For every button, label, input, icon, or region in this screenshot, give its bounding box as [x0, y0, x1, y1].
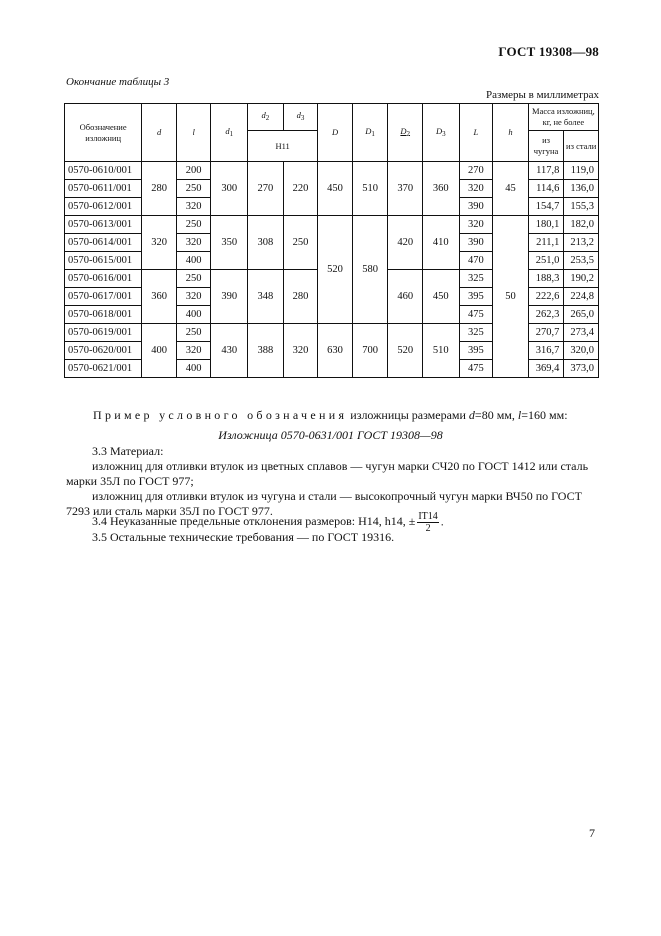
mass-iron-cell: 211,1	[528, 234, 564, 252]
L-cell: 320	[459, 180, 493, 198]
l-cell: 320	[176, 342, 211, 360]
D3-cell: 360	[422, 162, 459, 216]
d3-cell: 320	[283, 324, 318, 378]
D-cell: 520	[318, 216, 353, 324]
mass-steel-cell: 182,0	[564, 216, 599, 234]
header-D1: $D_1$	[352, 104, 388, 162]
d1-cell: 350	[211, 216, 248, 270]
mass-steel-cell: 224,8	[564, 288, 599, 306]
designation-cell: 0570-0610/001	[65, 162, 142, 180]
D3-cell: 410	[422, 216, 459, 270]
d-cell: 360	[142, 270, 177, 324]
units-note: Размеры в миллиметрах	[486, 89, 599, 101]
header-h: h	[493, 104, 529, 162]
mass-steel-cell: 190,2	[564, 270, 599, 288]
standard-header: ГОСТ 19308—98	[498, 44, 599, 59]
d2-cell: 348	[248, 270, 284, 324]
mass-iron-cell: 262,3	[528, 306, 564, 324]
mass-iron-cell: 114,6	[528, 180, 564, 198]
mass-steel-cell: 320,0	[564, 342, 599, 360]
example-code: Изложница 0570-0631/001 ГОСТ 19308—98	[218, 428, 443, 442]
header-D2: $D_2$	[388, 104, 423, 162]
mass-steel-cell: 273,4	[564, 324, 599, 342]
D2-cell: 370	[388, 162, 423, 216]
l-cell: 250	[176, 324, 211, 342]
d2-cell: 388	[248, 324, 284, 378]
d-cell: 320	[142, 216, 177, 270]
designation-cell: 0570-0612/001	[65, 198, 142, 216]
table-caption: Окончание таблицы 3	[66, 76, 170, 88]
section-3-3-line1: изложниц для отливки втулок из цветных сплавов — чугун марки СЧ20 по ГОСТ 1412 или сталь марки 35Л по ГОСТ 977;	[66, 459, 589, 488]
mass-steel-cell: 253,5	[564, 252, 599, 270]
D1-cell: 580	[352, 216, 388, 324]
L-cell: 395	[459, 342, 493, 360]
D-cell: 630	[318, 324, 353, 378]
header-l: l	[176, 104, 211, 162]
l-cell: 250	[176, 180, 211, 198]
header-D: D	[318, 104, 353, 162]
mass-iron-cell: 222,6	[528, 288, 564, 306]
mass-iron-cell: 316,7	[528, 342, 564, 360]
d1-cell: 430	[211, 324, 248, 378]
d1-cell: 300	[211, 162, 248, 216]
mass-steel-cell: 119,0	[564, 162, 599, 180]
header-d1: $d_1$	[211, 104, 248, 162]
L-cell: 325	[459, 270, 493, 288]
D1-cell: 510	[352, 162, 388, 216]
section-3-5: 3.5 Остальные технические требования — по ГОСТ 19316.	[92, 530, 395, 544]
mass-iron-cell: 117,8	[528, 162, 564, 180]
header-D3: $D_3$	[422, 104, 459, 162]
d2-cell: 308	[248, 216, 284, 270]
l-cell: 400	[176, 306, 211, 324]
header-mass-iron: из чугуна	[528, 131, 564, 162]
header-d2: $d_2$	[248, 104, 284, 131]
designation-cell: 0570-0618/001	[65, 306, 142, 324]
l-cell: 320	[176, 288, 211, 306]
L-cell: 390	[459, 234, 493, 252]
L-cell: 475	[459, 360, 493, 378]
mass-iron-cell: 188,3	[528, 270, 564, 288]
example-l-symbol: l	[517, 408, 522, 422]
mass-iron-cell: 369,4	[528, 360, 564, 378]
d-cell: 400	[142, 324, 177, 378]
d2-cell: 270	[248, 162, 284, 216]
mass-steel-cell: 136,0	[564, 180, 599, 198]
header-designation: Обозначение изложниц	[65, 104, 142, 162]
L-cell: 475	[459, 306, 493, 324]
l-cell: 250	[176, 216, 211, 234]
table-row	[65, 216, 599, 234]
h-cell: 45	[493, 162, 529, 216]
d-cell: 280	[142, 162, 177, 216]
l-cell: 200	[176, 162, 211, 180]
example-l-value: =160 мм:	[521, 408, 568, 422]
l-cell: 320	[176, 234, 211, 252]
L-cell: 390	[459, 198, 493, 216]
d3-cell: 280	[283, 270, 318, 324]
section-3-3-title: 3.3 Материал:	[92, 444, 164, 458]
L-cell: 320	[459, 216, 493, 234]
mass-iron-cell: 270,7	[528, 324, 564, 342]
example-label: Пример условного обозначения	[93, 408, 348, 422]
designation-cell: 0570-0620/001	[65, 342, 142, 360]
mass-iron-cell: 154,7	[528, 198, 564, 216]
mass-steel-cell: 265,0	[564, 306, 599, 324]
D1-cell: 700	[352, 324, 388, 378]
l-cell: 320	[176, 198, 211, 216]
header-d: d	[142, 104, 177, 162]
mass-steel-cell: 213,2	[564, 234, 599, 252]
designation-cell: 0570-0617/001	[65, 288, 142, 306]
example-d-symbol: d	[468, 408, 475, 422]
dimensions-table	[64, 103, 599, 378]
D2-cell: 460	[388, 270, 423, 324]
header-d3: $d_3$	[283, 104, 318, 131]
table-row	[65, 162, 599, 180]
page-number: 7	[589, 826, 595, 840]
header-L: L	[459, 104, 493, 162]
designation-cell: 0570-0614/001	[65, 234, 142, 252]
designation-cell: 0570-0619/001	[65, 324, 142, 342]
section-3-4: 3.4 Неуказанные предельные отклонения размеров: Н14, h14, ± $\frac{IT14}{2}$ .	[92, 511, 444, 534]
header-mass: Масса изложниц, кг, не более	[528, 104, 598, 131]
mass-steel-cell: 155,3	[564, 198, 599, 216]
L-cell: 395	[459, 288, 493, 306]
designation-cell: 0570-0616/001	[65, 270, 142, 288]
D-cell: 450	[318, 162, 353, 216]
d3-cell: 220	[283, 162, 318, 216]
L-cell: 270	[459, 162, 493, 180]
mass-iron-cell: 180,1	[528, 216, 564, 234]
d3-cell: 250	[283, 216, 318, 270]
example-d-value: =80 мм,	[474, 408, 515, 422]
h-cell: 50	[493, 216, 529, 378]
header-tolerance: H11	[248, 131, 318, 162]
header-mass-steel: из стали	[564, 131, 599, 162]
designation-cell: 0570-0621/001	[65, 360, 142, 378]
D3-cell: 450	[422, 270, 459, 324]
example-text: изложницы размерами	[350, 408, 466, 422]
mass-steel-cell: 373,0	[564, 360, 599, 378]
D3-cell: 510	[422, 324, 459, 378]
d1-cell: 390	[211, 270, 248, 324]
D2-cell: 520	[388, 324, 423, 378]
D2-cell: 420	[388, 216, 423, 270]
mass-iron-cell: 251,0	[528, 252, 564, 270]
l-cell: 250	[176, 270, 211, 288]
L-cell: 470	[459, 252, 493, 270]
section-3-3-line2: изложниц для отливки втулок из чугуна и стали — высокопрочный чугун марки ВЧ50 по ГОСТ 7293 или сталь марки 35Л по ГОСТ 977.	[66, 489, 582, 518]
designation-cell: 0570-0611/001	[65, 180, 142, 198]
l-cell: 400	[176, 360, 211, 378]
tolerance-fraction: $\frac{IT14}{2}$	[418, 511, 438, 534]
L-cell: 325	[459, 324, 493, 342]
designation-cell: 0570-0613/001	[65, 216, 142, 234]
designation-example	[93, 408, 568, 423]
l-cell: 400	[176, 252, 211, 270]
designation-cell: 0570-0615/001	[65, 252, 142, 270]
